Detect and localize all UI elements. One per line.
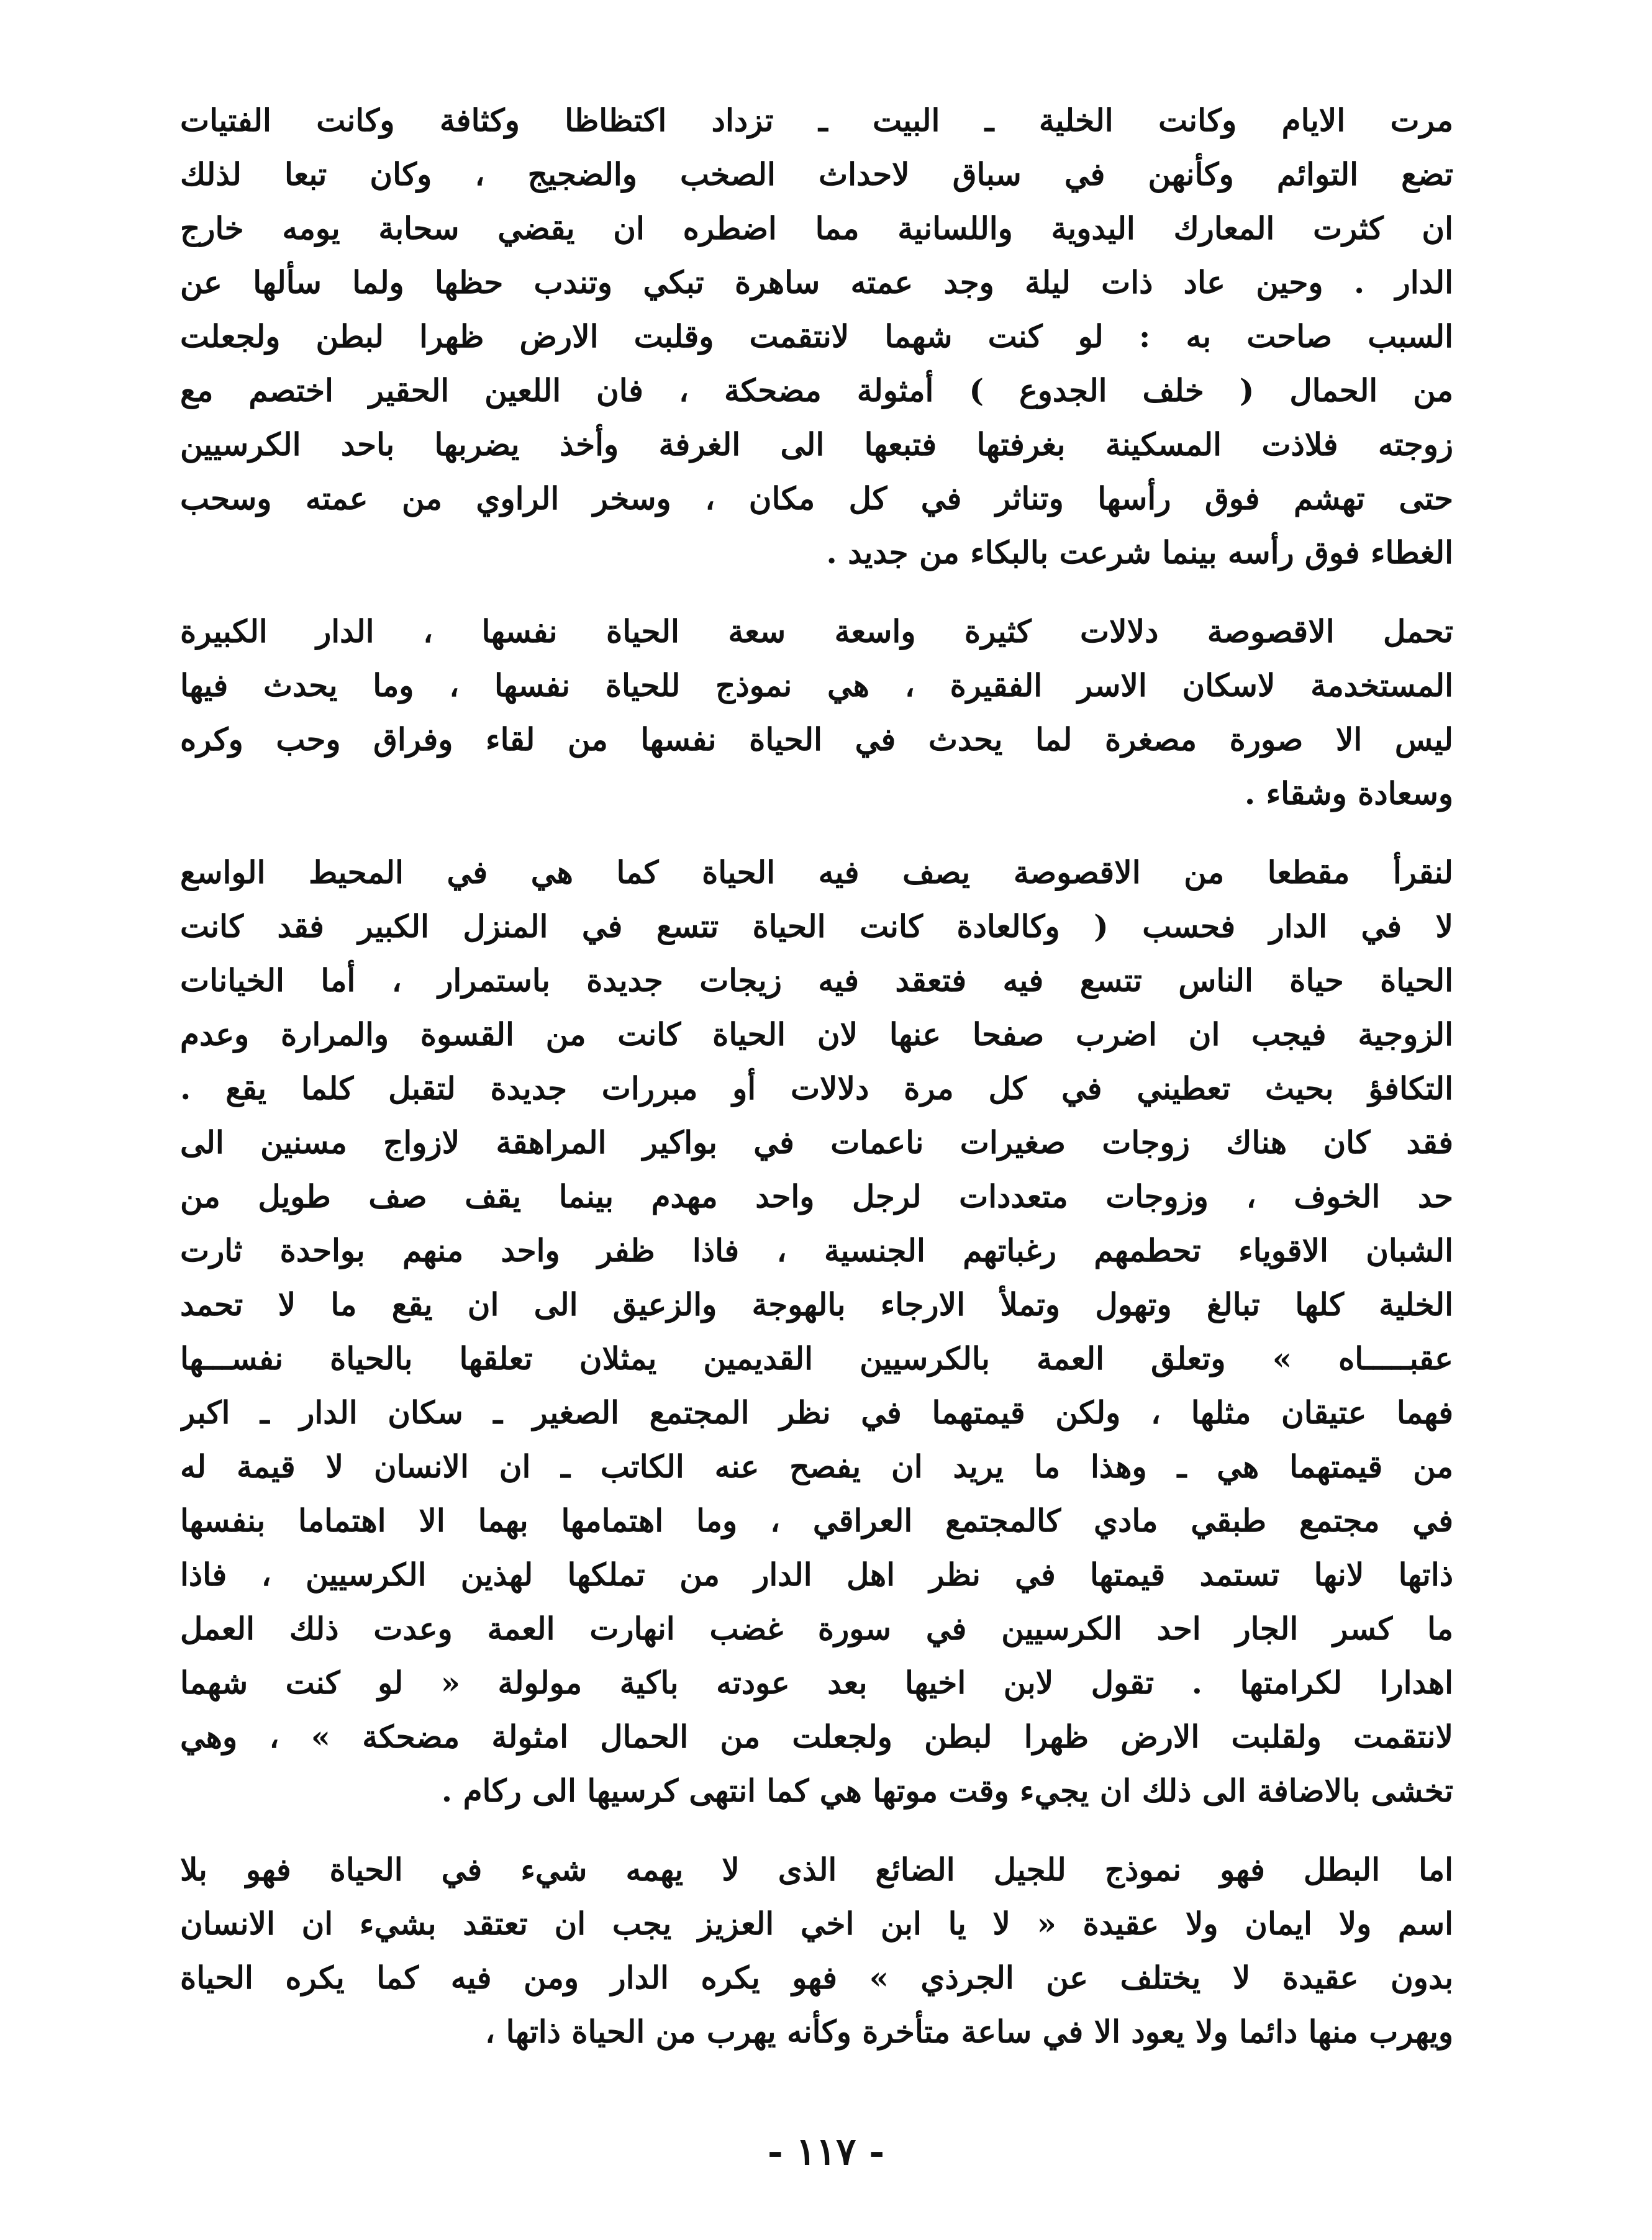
text-line: السبب صاحت به : لو كنت شهما لانتقمت وقلبت الارض ظهرا لبطن ولجعلت: [180, 318, 1453, 355]
text-line: فهما عتيقان مثلها ، ولكن قيمتهما في نظر المجتمع الصغير ـ سكان الدار ـ اكبر: [180, 1394, 1453, 1431]
text-line: لنقرأ مقطعا من الاقصوصة يصف فيه الحياة كما هي في المحيط الواسع: [180, 854, 1453, 891]
text-line: لا في الدار فحسب ( وكالعادة كانت الحياة تتسع في المنزل الكبير فقد كانت: [180, 908, 1453, 945]
text-line: تخشى بالاضافة الى ذلك ان يجيء وقت موتها هي كما انتهى كرسيها الى ركام .: [441, 1772, 1453, 1809]
text-line: الدار . وحين عاد ذات ليلة وجد عمته ساهرة تبكي وتندب حظها ولما سألها عن: [180, 264, 1453, 301]
text-line: الغطاء فوق رأسه بينما شرعت بالبكاء من جديد .: [826, 534, 1453, 571]
text-line: ذاتها لانها تستمد قيمتها في نظر اهل الدار من تملكها لهذين الكرسيين ، فاذا: [180, 1556, 1453, 1593]
text-line: الشبان الاقوياء تحطمهم رغباتهم الجنسية ، فاذا ظفر واحد منهم بواحدة ثارت: [180, 1232, 1453, 1269]
text-line: حتى تهشم فوق رأسها وتناثر في كل مكان ، وسخر الراوي من عمته وسحب: [180, 480, 1453, 517]
text-line: ان كثرت المعارك اليدوية واللسانية مما اضطره ان يقضي سحابة يومه خارج: [180, 210, 1453, 247]
text-line: اهدارا لكرامتها . تقول لابن اخيها بعد عودته باكية مولولة « لو كنت شهما: [180, 1664, 1453, 1701]
text-line: اسم ولا ايمان ولا عقيدة « لا يا ابن اخي العزيز يجب ان تعتقد بشيء ان الانسان: [180, 1905, 1453, 1942]
document-page: [180, 93, 1453, 2143]
text-line: الزوجية فيجب ان اضرب صفحا عنها لان الحياة كانت من القسوة والمرارة وعدم: [180, 1016, 1453, 1053]
text-line: الحياة حياة الناس تتسع فيه فتعقد فيه زيجات جديدة باستمرار ، أما الخيانات: [180, 962, 1453, 999]
paragraph-4: [180, 1843, 1453, 2059]
text-line: تضع التوائم وكأنهن في سباق لاحداث الصخب والضجيج ، وكان تبعا لذلك: [180, 156, 1453, 193]
text-line: عقبـــــاه » وتعلق العمة بالكرسيين القديمين يمثلان تعلقها بالحياة نفســـها: [180, 1340, 1453, 1377]
paragraph-2: [180, 604, 1453, 820]
text-line: حد الخوف ، وزوجات متعددات لرجل واحد مهدم بينما يقف صف طويل من: [180, 1178, 1453, 1215]
text-line: من الحمال ( خلف الجدوع ) أمثولة مضحكة ، فان اللعين الحقير اختصم مع: [180, 372, 1453, 409]
text-line: ليس الا صورة مصغرة لما يحدث في الحياة نفسها من لقاء وفراق وحب وكره: [180, 721, 1453, 758]
text-line: في مجتمع طبقي مادي كالمجتمع العراقي ، وما اهتمامها بهما الا اهتماما بنفسها: [180, 1502, 1453, 1539]
text-line: لانتقمت ولقلبت الارض ظهرا لبطن ولجعلت من الحمال امثولة مضحكة » ، وهي: [180, 1718, 1453, 1755]
text-line: زوجته فلاذت المسكينة بغرفتها فتبعها الى الغرفة وأخذ يضربها باحد الكرسيين: [180, 426, 1453, 463]
text-line: وسعادة وشقاء .: [1244, 775, 1453, 812]
page-number: - ١١٧ -: [767, 2130, 885, 2174]
text-line: تحمل الاقصوصة دلالات كثيرة واسعة سعة الحياة نفسها ، الدار الكبيرة: [180, 613, 1453, 650]
text-line: المستخدمة لاسكان الاسر الفقيرة ، هي نموذج للحياة نفسها ، وما يحدث فيها: [180, 667, 1453, 704]
text-line: ما كسر الجار احد الكرسيين في سورة غضب انهارت العمة وعدت ذلك العمل: [180, 1610, 1453, 1647]
text-line: من قيمتهما هي ـ وهذا ما يريد ان يفصح عنه الكاتب ـ ان الانسان لا قيمة له: [180, 1448, 1453, 1485]
text-line: التكافؤ بحيث تعطيني في كل مرة دلالات أو مبررات جديدة لتقبل كلما يقع .: [180, 1070, 1453, 1107]
paragraph-1: [180, 93, 1453, 579]
text-line: اما البطل فهو نموذج للجيل الضائع الذى لا يهمه شيء في الحياة فهو بلا: [180, 1851, 1453, 1888]
paragraph-3: [180, 845, 1453, 1818]
text-line: بدون عقيدة لا يختلف عن الجرذي » فهو يكره الدار ومن فيه كما يكره الحياة: [180, 1959, 1453, 1996]
text-line: الخلية كلها تبالغ وتهول وتملأ الارجاء بالهوجة والزعيق الى ان يقع ما لا تحمد: [180, 1286, 1453, 1323]
text-line: ويهرب منها دائما ولا يعود الا في ساعة متأخرة وكأنه يهرب من الحياة ذاتها ،: [485, 2013, 1453, 2050]
text-line: مرت الايام وكانت الخلية ـ البيت ـ تزداد اكتظاظا وكثافة وكانت الفتيات: [180, 102, 1453, 138]
text-line: فقد كان هناك زوجات صغيرات ناعمات في بواكير المراهقة لازواج مسنين الى: [180, 1124, 1453, 1161]
